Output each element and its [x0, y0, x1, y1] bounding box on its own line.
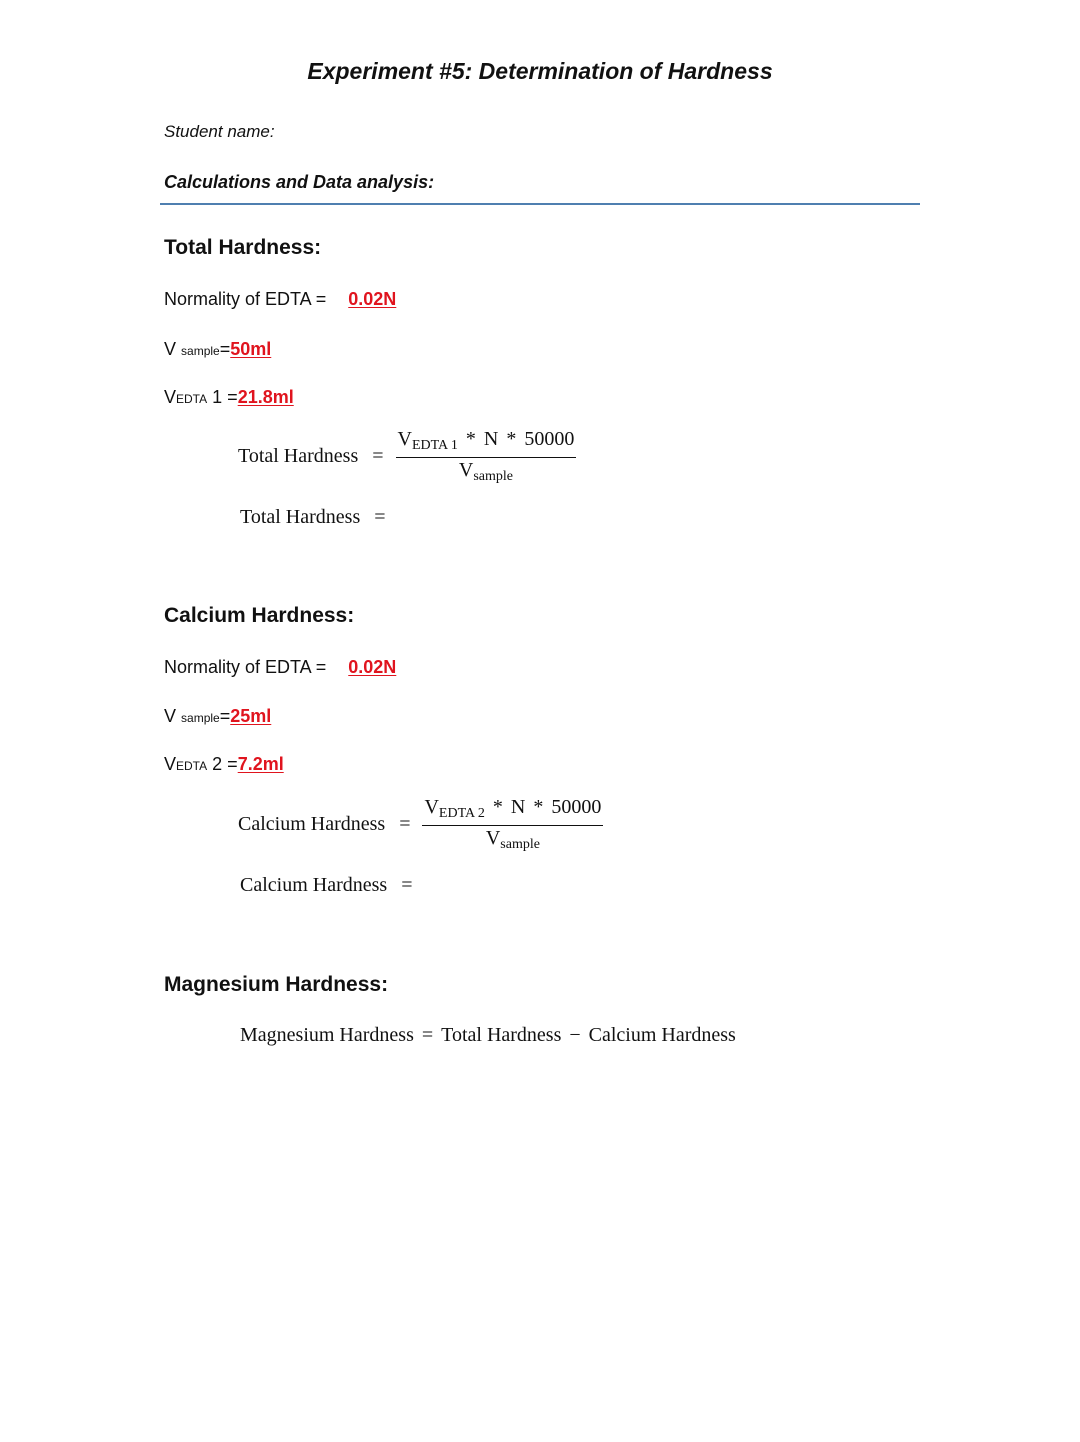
vedta-value: 7.2ml	[237, 754, 284, 774]
vsample-value: 50ml	[230, 339, 272, 359]
vedta-index: 2 =	[212, 754, 238, 774]
calcium-hardness-heading: Calcium Hardness:	[164, 604, 355, 627]
heading-divider	[160, 203, 920, 205]
formula-equals: =	[372, 445, 384, 467]
vedta-index: 1 =	[212, 387, 238, 407]
normality-value: 0.02N	[348, 289, 397, 309]
normality-value: 0.02N	[348, 657, 397, 677]
calcium-vedta-line	[164, 754, 284, 775]
total-normality-line	[164, 289, 396, 310]
vsample-symbol: V	[164, 706, 177, 726]
formula-numerator: $V_{EDTA 1}$ * N * 50000	[396, 428, 577, 458]
calcium-vsample-line	[164, 706, 271, 727]
vsample-subscript: sample	[181, 344, 220, 358]
vedta-symbol: V	[164, 387, 177, 407]
formula-minus: −	[569, 1024, 581, 1046]
formula-left: Magnesium Hardness	[240, 1024, 414, 1046]
normality-label: Normality of EDTA =	[164, 657, 327, 677]
document-title: Experiment #5: Determination of Hardness	[307, 58, 773, 84]
normality-label: Normality of EDTA =	[164, 289, 327, 309]
total-hardness-heading: Total Hardness:	[164, 236, 322, 259]
total-vsample-line	[164, 339, 271, 360]
calculations-heading: Calculations and Data analysis:	[164, 172, 435, 192]
formula-equals: =	[421, 1024, 434, 1046]
vedta-subscript: EDTA	[176, 759, 208, 773]
result-label: Calcium Hardness	[240, 874, 388, 896]
vsample-equals: =	[219, 706, 231, 726]
formula-denominator: $V_{sample}$	[458, 459, 513, 484]
total-hardness-formula	[238, 428, 576, 485]
vsample-value: 25ml	[230, 706, 272, 726]
formula-fraction	[396, 428, 577, 485]
calcium-hardness-result	[240, 874, 412, 897]
formula-fraction	[422, 796, 603, 853]
vedta-symbol: V	[164, 754, 177, 774]
vsample-symbol: V	[164, 339, 177, 359]
formula-numerator: $V_{EDTA 2}$ * N * 50000	[422, 796, 603, 826]
calcium-hardness-formula	[238, 796, 603, 853]
formula-label: Total Hardness	[238, 445, 359, 467]
result-equals: =	[374, 506, 386, 528]
calcium-normality-line	[164, 657, 396, 678]
vedta-value: 21.8ml	[237, 387, 294, 407]
result-equals: =	[401, 874, 413, 896]
total-hardness-result	[240, 506, 386, 529]
vedta-subscript: EDTA	[176, 392, 208, 406]
formula-term-calcium: Calcium Hardness	[588, 1024, 736, 1046]
student-name-label: Student name:	[164, 122, 275, 141]
formula-term-total: Total Hardness	[441, 1024, 562, 1046]
formula-equals: =	[399, 813, 411, 835]
total-vedta-line	[164, 387, 294, 408]
result-label: Total Hardness	[240, 506, 361, 528]
formula-label: Calcium Hardness	[238, 813, 386, 835]
vsample-equals: =	[219, 339, 231, 359]
magnesium-hardness-heading: Magnesium Hardness:	[164, 973, 389, 996]
vsample-subscript: sample	[181, 711, 220, 725]
formula-denominator: $V_{sample}$	[485, 827, 540, 852]
magnesium-hardness-formula	[240, 1024, 736, 1047]
